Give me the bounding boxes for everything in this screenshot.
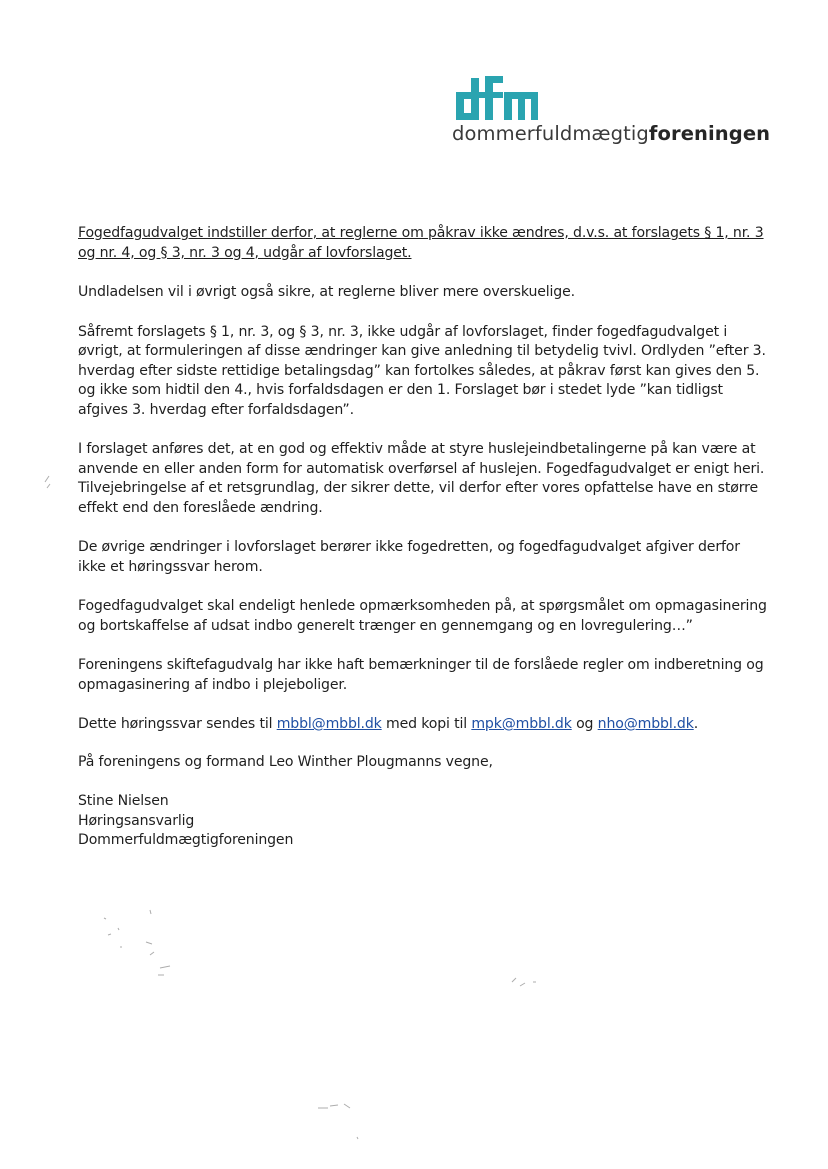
email-link-mbbl[interactable]: mbbl@mbbl.dk (276, 716, 382, 732)
email-link-nho[interactable]: nho@mbbl.dk (597, 716, 694, 732)
paragraph-other-changes: De øvrige ændringer i lovforslaget berører ikke fogedretten, og fogedfagudvalget afgiver derfor ikke et høringssvar herom. (78, 539, 740, 575)
paragraph-conclusion: Fogedfagudvalget indstiller derfor, at reglerne om påkrav ikke ændres, d.v.s. at forslagets § 1, nr. 3 og nr. 4, og § 3, nr. 3 og 4, udgår af lovforslaget. (78, 225, 764, 261)
signatory-title: Høringsansvarlig (78, 812, 195, 829)
paragraph-wording: Såfremt forslagets § 1, nr. 3, og § 3, nr. 3, ikke udgår af lovforslaget, finder fogedfagudvalget i øvrigt, at formuleringen af disse ændringer kan give anledning til betydelig tvivl. Ordlyden ”efter 3. hverdag efter sidste rettidige betalingsdag” kan fortolkes således, at påkrav først kan gives den 5. og ikke som hidtil den 4., hvis forfaldsdagen er den 1. Forslaget bør i stedet lyde ”kan tidligst afgives 3. hverdag efter forfaldsdagen”. (78, 323, 766, 418)
logo-wordmark: dommerfuldmægtigforeningen (452, 122, 771, 145)
signature-block (78, 792, 768, 851)
paragraph-overview: Undladelsen vil i øvrigt også sikre, at reglerne bliver mere overskuelige. (78, 284, 575, 300)
email-link-mpk[interactable]: mpk@mbbl.dk (471, 716, 572, 732)
letter-body (78, 224, 768, 871)
signatory-organization: Dommerfuldmægtigforeningen (78, 832, 294, 848)
paragraph-automatic-transfer: I forslaget anføres det, at en god og effektiv måde at styre huslejeindbetalingerne på kan være at anvende en eller anden form for automatisk overførsel af huslejen. Fogedfagudvalget er enigt heri. Tilvejebringelse af et retsgrundlag, der sikrer dette, vil derfor efter vores opfattelse have en større effekt end den foreslåede ændring. (78, 441, 765, 516)
copy-recipients-line: Dette høringssvar sendes til mbbl@mbbl.dk med kopi til mpk@mbbl.dk og nho@mbbl.dk. (78, 716, 699, 732)
organization-logo (452, 72, 771, 152)
signatory-name: Stine Nielsen (78, 793, 169, 809)
paragraph-storage: Fogedfagudvalget skal endeligt henlede opmærksomheden på, at spørgsmålet om opmagasinering og bortskaffelse af udsat indbo generelt trænger en gennemgang og en lovregulering…” (78, 598, 767, 634)
dfn-logo-mark-icon (452, 72, 542, 124)
closing-line: På foreningens og formand Leo Winther Plougmanns vegne, (78, 753, 493, 770)
paragraph-probate-committee: Foreningens skiftefagudvalg har ikke haft bemærkninger til de forslåede regler om indberetning og opmagasinering af indbo i plejeboliger. (78, 657, 764, 693)
